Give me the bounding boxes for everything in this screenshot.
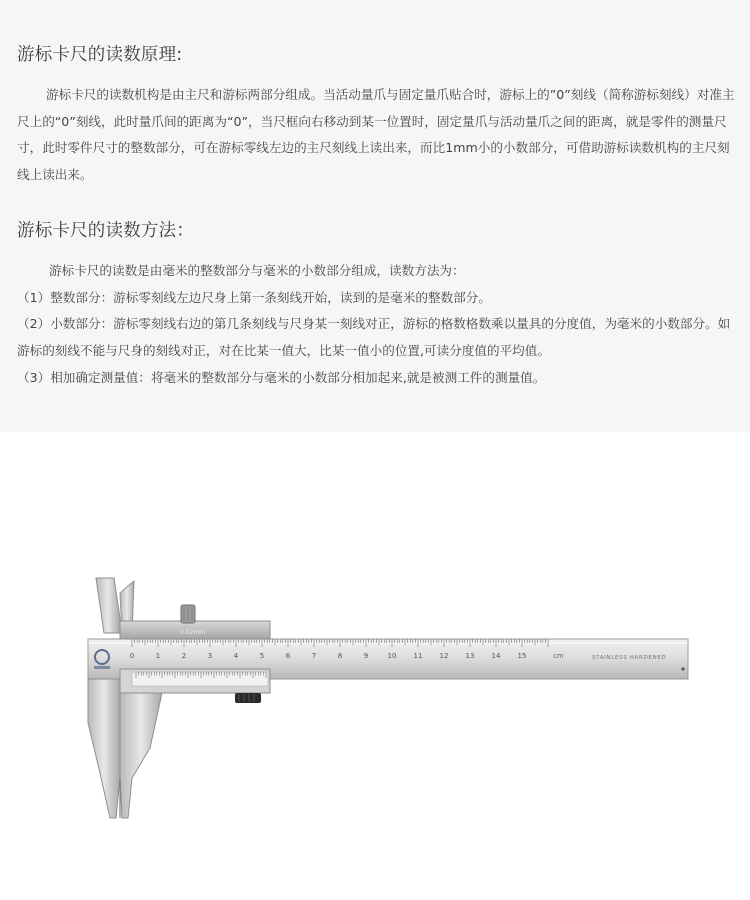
vernier-caliper-illustration xyxy=(80,573,700,843)
method-list xyxy=(17,258,739,392)
main-scale-number: 12 xyxy=(439,652,449,660)
main-scale-number: 1 xyxy=(155,652,161,660)
method-intro: 游标卡尺的读数是由毫米的整数部分与毫米的小数部分组成，读数方法为： xyxy=(49,263,465,278)
section-title-principle: 游标卡尺的读数原理: xyxy=(17,45,183,65)
main-scale-number: 4 xyxy=(233,652,239,660)
vernier-label: 0.02mm xyxy=(180,629,206,636)
main-scale-number: 0 xyxy=(129,652,135,660)
main-scale-number: 9 xyxy=(363,652,369,660)
section-title-method: 游标卡尺的读数方法： xyxy=(17,221,194,241)
main-scale-number: 15 xyxy=(517,652,527,660)
main-scale-number: 10 xyxy=(387,652,397,660)
main-scale-number: 8 xyxy=(337,652,343,660)
unit-label: cm xyxy=(553,652,564,660)
main-scale-number: 11 xyxy=(413,652,423,660)
main-scale-number: 3 xyxy=(207,652,213,660)
brand-text: STAINLESS HARDENED xyxy=(592,655,667,661)
main-scale-number: 6 xyxy=(285,652,291,660)
main-scale-number: 13 xyxy=(465,652,475,660)
method-step-1: （1）整数部分：游标零刻线左边尺身上第一条刻线开始，读到的是毫米的整数部分。 xyxy=(17,289,491,305)
method-step-3: （3）相加确定测量值：将毫米的整数部分与毫米的小数部分相加起来,就是被测工件的测量值。 xyxy=(17,369,546,385)
main-scale-number: 14 xyxy=(491,652,501,660)
main-scale-number: 2 xyxy=(181,652,187,660)
main-scale-number: 5 xyxy=(259,652,265,660)
fixed-lower-jaw xyxy=(88,679,120,818)
principle-paragraph: 游标卡尺的读数机构是由主尺和游标两部分组成。当活动量爪与固定量爪贴合时，游标上的”0”刻线（简称游标刻线）对准主尺上的“0”刻线，此时量爪间的距离为“0”，当尺框向右移动到某一位置时，固定量爪与活动量爪之间的距离，就是零件的测量尺寸，此时零件尺寸的整数部分，可在游标零线左边的主尺刻线上读出来，而比1mm小的小数部分，可借助游标读数机构的主尺刻线上读出来。 xyxy=(17,87,735,182)
method-step-2: （2）小数部分：游标零刻线右边的第几条刻线与尺身某一刻线对正，游标的格数格数乘以量具的分度值，为毫米的小数部分。如游标的刻线不能与尺身的刻线对正，对在比某一值大，比某一值小的位置,可读分度值的平均值。 xyxy=(17,316,731,359)
main-scale-number: 7 xyxy=(311,652,317,660)
moving-lower-jaw xyxy=(120,693,162,818)
fixed-upper-jaw xyxy=(96,578,120,633)
